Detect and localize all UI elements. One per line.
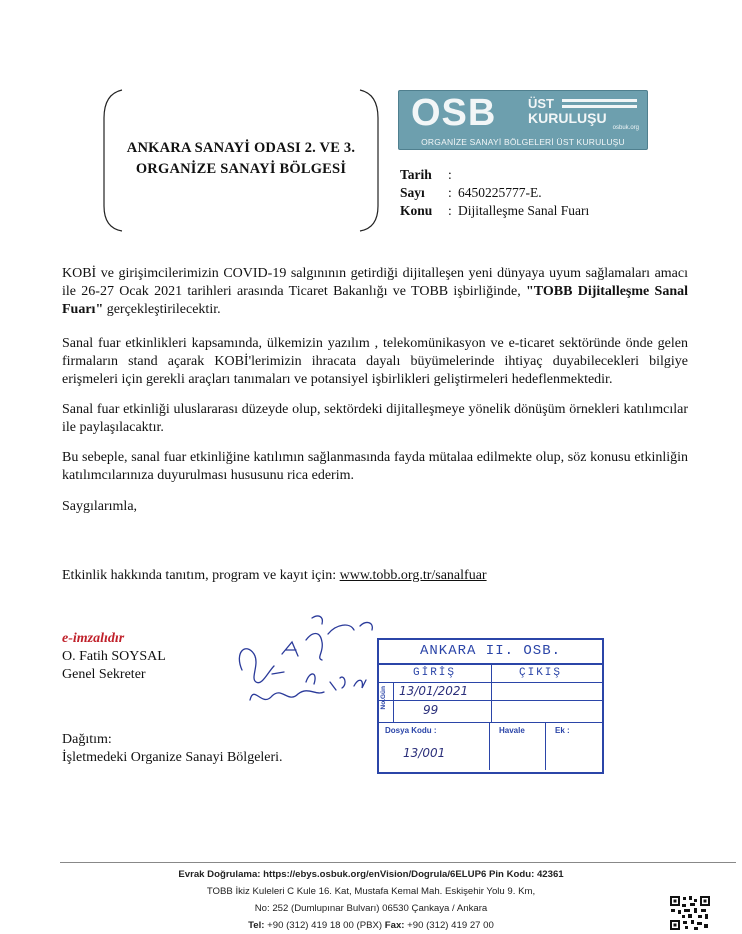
signature-block: [62, 630, 166, 684]
distribution: [62, 731, 283, 767]
osb-logo: [398, 90, 648, 150]
stamp-cikis: ÇIKIŞ: [519, 667, 563, 679]
distribution-label: Dağıtım:: [62, 732, 112, 747]
footer-contact: Tel: +90 (312) 419 18 00 (PBX) Fax: +90 (312) 419 27 00: [248, 920, 494, 931]
addressee-box: [100, 88, 382, 233]
e-signed-label: e-imzalıdır: [62, 631, 125, 646]
stamp-no-label: No.Gün: [380, 686, 387, 710]
stamp-number: 99: [423, 703, 439, 717]
event-info: Etkinlik hakkında tanıtım, program ve kayıt için: www.tobb.org.tr/sanalfuar: [62, 568, 487, 583]
stamp-havale-label: Havale: [499, 726, 525, 735]
meta-number-value: 6450225777-E.: [458, 185, 542, 200]
footer-address-2: No: 252 (Dumlupınar Bulvarı) 06530 Çankaya / Ankara: [254, 903, 488, 914]
logo-bar: [562, 99, 637, 102]
addressee-line1: ANKARA SANAYİ ODASI 2. VE 3.: [126, 140, 356, 156]
footer: [0, 866, 742, 934]
event-link[interactable]: www.tobb.org.tr/sanalfuar: [339, 568, 487, 583]
stamp-date: 13/01/2021: [399, 684, 469, 698]
meta-date-label: Tarih: [400, 167, 432, 182]
distribution-value: İşletmedeki Organize Sanayi Bölgeleri.: [62, 750, 283, 765]
registry-stamp: [377, 638, 604, 774]
logo-subtitle: ORGANİZE SANAYİ BÖLGELERİ ÜST KURULUŞU: [421, 137, 625, 147]
logo-ust-text: ÜST: [528, 96, 554, 111]
meta-subject-label: Konu: [400, 203, 433, 218]
logo-kurulusu-text: KURULUŞU: [528, 110, 607, 126]
qr-code-icon: [670, 896, 710, 930]
fair-name: "TOBB Dijitalleşme Sanal Fuarı": [62, 284, 688, 317]
logo-osb-text: OSB: [411, 92, 497, 134]
stamp-dosya-code: 13/001: [403, 746, 446, 760]
signer-title: Genel Sekreter: [62, 667, 146, 682]
stamp-header: ANKARA II. OSB.: [379, 640, 602, 665]
paragraph-3: Sanal fuar etkinliği uluslararası düzeyde olup, sektördeki dijitalleşmeye yönelik dönüşüm örnekleri katılımcılar ile paylaşılacaktır.: [62, 402, 688, 435]
logo-bar: [562, 105, 637, 108]
signer-name: O. Fatih SOYSAL: [62, 649, 166, 664]
meta-number-label: Sayı: [400, 185, 425, 200]
meta-date-row: Tarih :: [400, 167, 452, 182]
handwritten-signature: [232, 612, 382, 722]
logo-web: osbuk.org: [612, 125, 639, 131]
greeting: Saygılarımla,: [62, 499, 138, 514]
stamp-dosya-label: Dosya Kodu :: [385, 726, 437, 735]
meta-subject-row: Konu : Dijitalleşme Sanal Fuarı: [400, 203, 590, 218]
footer-divider: [60, 862, 736, 863]
addressee-line2: ORGANİZE SANAYİ BÖLGESİ: [135, 161, 347, 177]
footer-verification: Evrak Doğrulama: https://ebys.osbuk.org/enVision/Dogrula/6ELUP6 Pin Kodu: 42361: [178, 869, 564, 880]
paragraph-4: Bu sebeple, sanal fuar etkinliğine katılımın sağlanmasında fayda mütalaa edilmekte olup, söz konusu etkinliğin katılımcılarınıza duyurulması hususunu rica ederim.: [62, 450, 688, 483]
stamp-ek-label: Ek :: [555, 726, 570, 735]
meta-subject-value: Dijitalleşme Sanal Fuarı: [458, 203, 590, 218]
paragraph-1: KOBİ ve girişimcilerimizin COVID-19 salgınının getirdiği dijitalleşen yeni dünyaya uyum sağlamaları amacı ile 26-27 Ocak 2021 tarihleri arasında Ticaret Bakanlığı ve TOBB işbirliğinde, "TOBB Dijitalleşme Sanal Fuarı" gerçekleştirilecektir.: [62, 266, 688, 317]
footer-address-1: TOBB İkiz Kuleleri C Kule 16. Kat, Mustafa Kemal Mah. Eskişehir Yolu 9. Km,: [206, 886, 536, 897]
meta-number-row: Sayı : 6450225777-E.: [400, 185, 542, 200]
document-meta: [400, 166, 589, 220]
stamp-giris: GİRİŞ: [413, 667, 457, 679]
paragraph-2: Sanal fuar etkinlikleri kapsamında, ülkemizin yazılım , telekomünikasyon ve e-ticaret sektöründe önde gelen firmaların stand açarak KOBİ'lerimizin ihracata dayalı büyümelerinde ihtiyaç duyabilecekleri bilgiye erişmeleri için gerekli araçları tanımaları ve potansiyel işbirlikleri geliştirmeleri hedeflenmektedir.: [62, 336, 688, 387]
